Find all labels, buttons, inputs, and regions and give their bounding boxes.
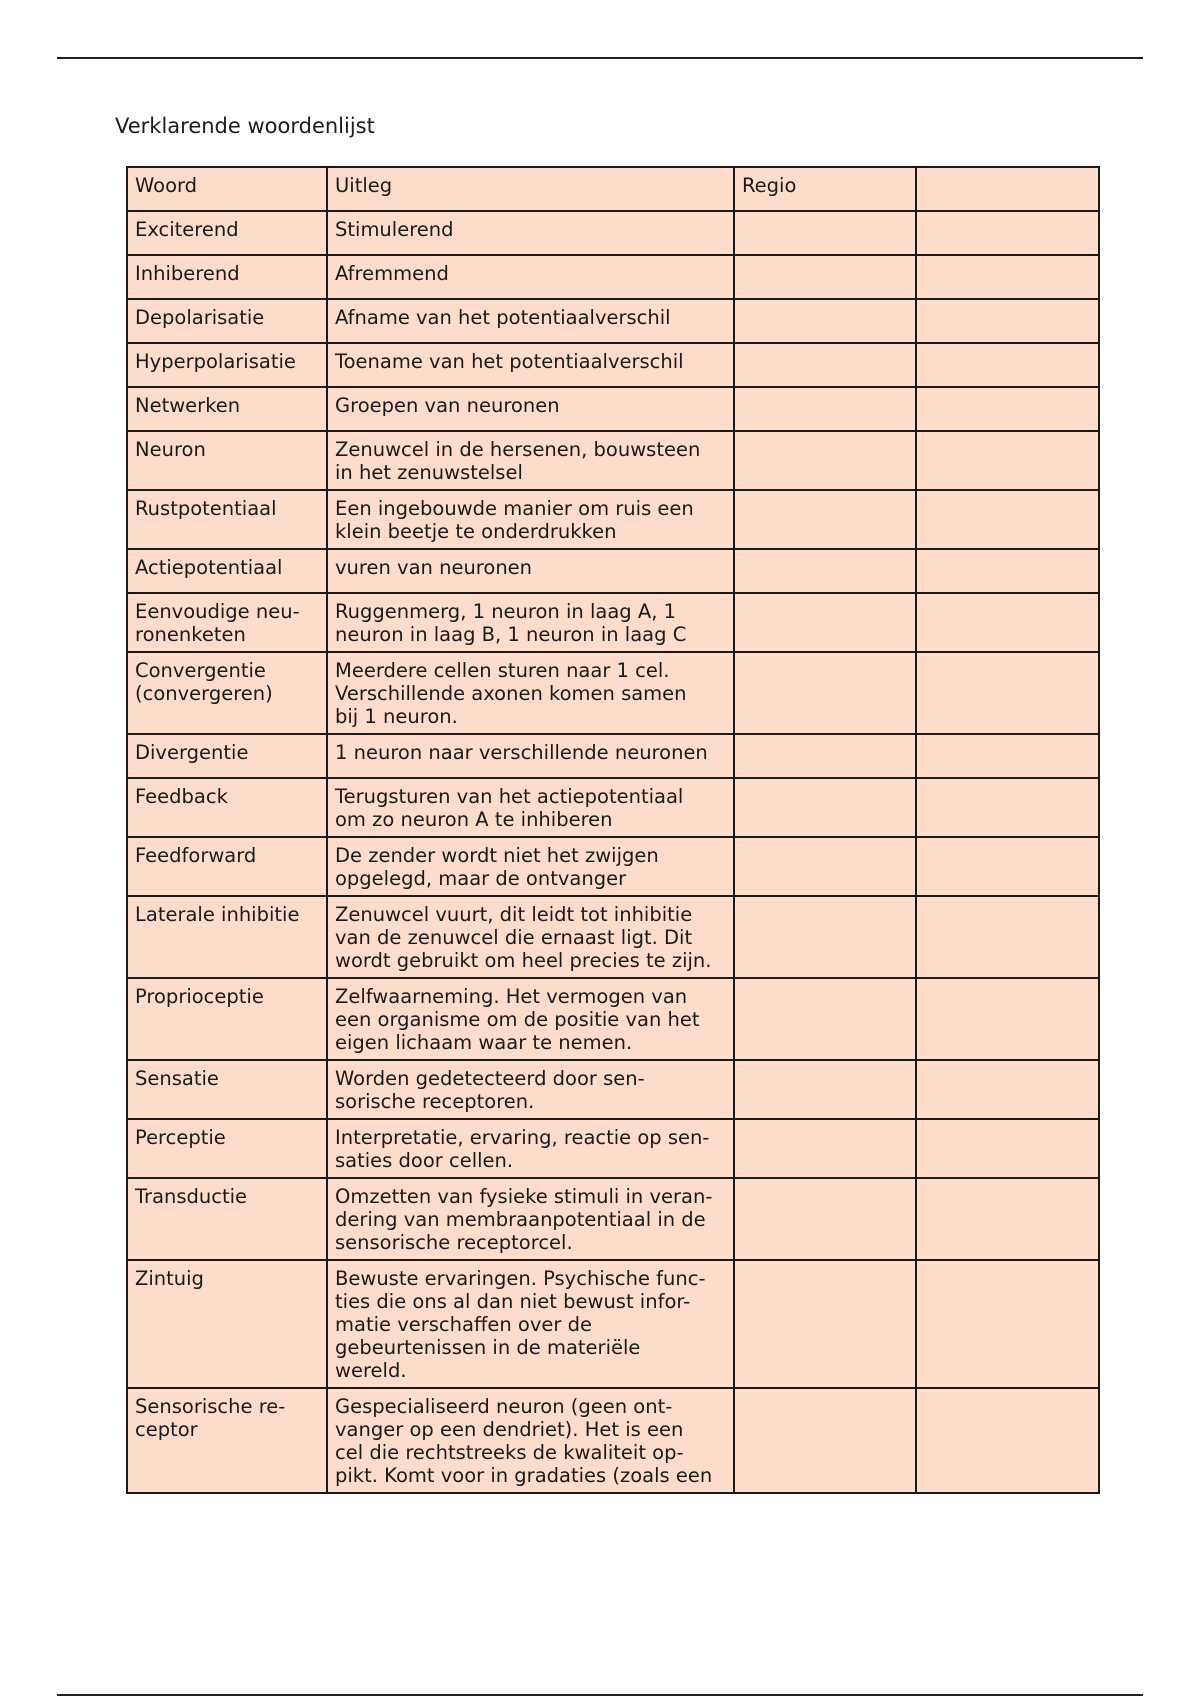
explanation-cell: Interpretatie, ervaring, reactie op sen- saties door cellen. xyxy=(327,1119,734,1178)
explanation-cell: Zenuwcel vuurt, dit leidt tot inhibitie van de zenuwcel die ernaast ligt. Dit wordt gebruikt om heel precies te zijn. xyxy=(327,896,734,978)
explanation-cell: Groepen van neuronen xyxy=(327,387,734,431)
term-cell: Feedforward xyxy=(127,837,327,896)
term-cell: Eenvoudige neu- ronenketen xyxy=(127,593,327,652)
explanation-cell: vuren van neuronen xyxy=(327,549,734,593)
extra-cell xyxy=(916,734,1099,778)
extra-cell xyxy=(916,343,1099,387)
table-row xyxy=(127,837,1099,896)
region-cell xyxy=(734,549,916,593)
table-row xyxy=(127,1060,1099,1119)
explanation-cell: Zelfwaarneming. Het vermogen van een organisme om de positie van het eigen lichaam waar te nemen. xyxy=(327,978,734,1060)
region-cell xyxy=(734,211,916,255)
region-cell xyxy=(734,387,916,431)
term-cell: Inhiberend xyxy=(127,255,327,299)
table-row xyxy=(127,1178,1099,1260)
region-cell xyxy=(734,896,916,978)
explanation-cell: Ruggenmerg, 1 neuron in laag A, 1 neuron in laag B, 1 neuron in laag C xyxy=(327,593,734,652)
term-cell: Zintuig xyxy=(127,1260,327,1388)
page-heading: Verklarende woordenlijst xyxy=(115,114,375,138)
region-cell xyxy=(734,652,916,734)
table-row xyxy=(127,255,1099,299)
explanation-cell: Toename van het potentiaalverschil xyxy=(327,343,734,387)
table-row xyxy=(127,343,1099,387)
extra-cell xyxy=(916,1388,1099,1493)
table-row xyxy=(127,490,1099,549)
region-cell xyxy=(734,1119,916,1178)
term-cell: Divergentie xyxy=(127,734,327,778)
table-row xyxy=(127,652,1099,734)
region-cell xyxy=(734,837,916,896)
extra-cell xyxy=(916,593,1099,652)
extra-cell xyxy=(916,1260,1099,1388)
region-cell xyxy=(734,1388,916,1493)
term-cell: Netwerken xyxy=(127,387,327,431)
term-cell: Feedback xyxy=(127,778,327,837)
header-cell-uitleg: Uitleg xyxy=(327,167,734,211)
table-row xyxy=(127,1119,1099,1178)
region-cell xyxy=(734,1260,916,1388)
region-cell xyxy=(734,1060,916,1119)
explanation-cell: Meerdere cellen sturen naar 1 cel. Verschillende axonen komen samen bij 1 neuron. xyxy=(327,652,734,734)
table-header-row xyxy=(127,167,1099,211)
table-row xyxy=(127,778,1099,837)
header-cell-empty xyxy=(916,167,1099,211)
table-row xyxy=(127,978,1099,1060)
table-row xyxy=(127,896,1099,978)
term-cell: Sensatie xyxy=(127,1060,327,1119)
explanation-cell: Een ingebouwde manier om ruis een klein beetje te onderdrukken xyxy=(327,490,734,549)
extra-cell xyxy=(916,1178,1099,1260)
extra-cell xyxy=(916,652,1099,734)
extra-cell xyxy=(916,549,1099,593)
table-row xyxy=(127,1388,1099,1493)
region-cell xyxy=(734,490,916,549)
extra-cell xyxy=(916,778,1099,837)
extra-cell xyxy=(916,255,1099,299)
table-row xyxy=(127,734,1099,778)
region-cell xyxy=(734,255,916,299)
table-row xyxy=(127,387,1099,431)
term-cell: Actiepotentiaal xyxy=(127,549,327,593)
region-cell xyxy=(734,593,916,652)
region-cell xyxy=(734,778,916,837)
top-rule xyxy=(57,57,1143,59)
header-cell-regio: Regio xyxy=(734,167,916,211)
explanation-cell: Stimulerend xyxy=(327,211,734,255)
region-cell xyxy=(734,431,916,490)
extra-cell xyxy=(916,896,1099,978)
glossary-body xyxy=(127,167,1099,1493)
term-cell: Depolarisatie xyxy=(127,299,327,343)
glossary-table xyxy=(126,166,1100,1494)
explanation-cell: De zender wordt niet het zwijgen opgelegd, maar de ontvanger xyxy=(327,837,734,896)
header-cell-woord: Woord xyxy=(127,167,327,211)
explanation-cell: Omzetten van fysieke stimuli in veran- dering van membraanpotentiaal in de sensorische receptorcel. xyxy=(327,1178,734,1260)
extra-cell xyxy=(916,837,1099,896)
region-cell xyxy=(734,734,916,778)
extra-cell xyxy=(916,211,1099,255)
region-cell xyxy=(734,978,916,1060)
extra-cell xyxy=(916,387,1099,431)
region-cell xyxy=(734,343,916,387)
explanation-cell: Worden gedetecteerd door sen- sorische receptoren. xyxy=(327,1060,734,1119)
explanation-cell: Afname van het potentiaalverschil xyxy=(327,299,734,343)
extra-cell xyxy=(916,299,1099,343)
term-cell: Proprioceptie xyxy=(127,978,327,1060)
term-cell: Rustpotentiaal xyxy=(127,490,327,549)
explanation-cell: Bewuste ervaringen. Psychische func- ties die ons al dan niet bewust infor- matie verschaffen over de gebeurtenissen in de materiële wereld. xyxy=(327,1260,734,1388)
explanation-cell: Afremmend xyxy=(327,255,734,299)
explanation-cell: Zenuwcel in de hersenen, bouwsteen in het zenuwstelsel xyxy=(327,431,734,490)
extra-cell xyxy=(916,490,1099,549)
table-row xyxy=(127,431,1099,490)
term-cell: Exciterend xyxy=(127,211,327,255)
explanation-cell: Gespecialiseerd neuron (geen ont- vanger op een dendriet). Het is een cel die rechtstreeks de kwaliteit op- pikt. Komt voor in gradaties (zoals een xyxy=(327,1388,734,1493)
term-cell: Laterale inhibitie xyxy=(127,896,327,978)
term-cell: Neuron xyxy=(127,431,327,490)
table-row xyxy=(127,299,1099,343)
term-cell: Hyperpolarisatie xyxy=(127,343,327,387)
table-row xyxy=(127,1260,1099,1388)
extra-cell xyxy=(916,1060,1099,1119)
table-row xyxy=(127,549,1099,593)
extra-cell xyxy=(916,978,1099,1060)
term-cell: Transductie xyxy=(127,1178,327,1260)
table-row xyxy=(127,211,1099,255)
extra-cell xyxy=(916,1119,1099,1178)
table-row xyxy=(127,593,1099,652)
bottom-rule xyxy=(57,1694,1143,1696)
term-cell: Perceptie xyxy=(127,1119,327,1178)
term-cell: Convergentie (convergeren) xyxy=(127,652,327,734)
region-cell xyxy=(734,1178,916,1260)
term-cell: Sensorische re- ceptor xyxy=(127,1388,327,1493)
explanation-cell: Terugsturen van het actiepotentiaal om zo neuron A te inhiberen xyxy=(327,778,734,837)
extra-cell xyxy=(916,431,1099,490)
explanation-cell: 1 neuron naar verschillende neuronen xyxy=(327,734,734,778)
region-cell xyxy=(734,299,916,343)
